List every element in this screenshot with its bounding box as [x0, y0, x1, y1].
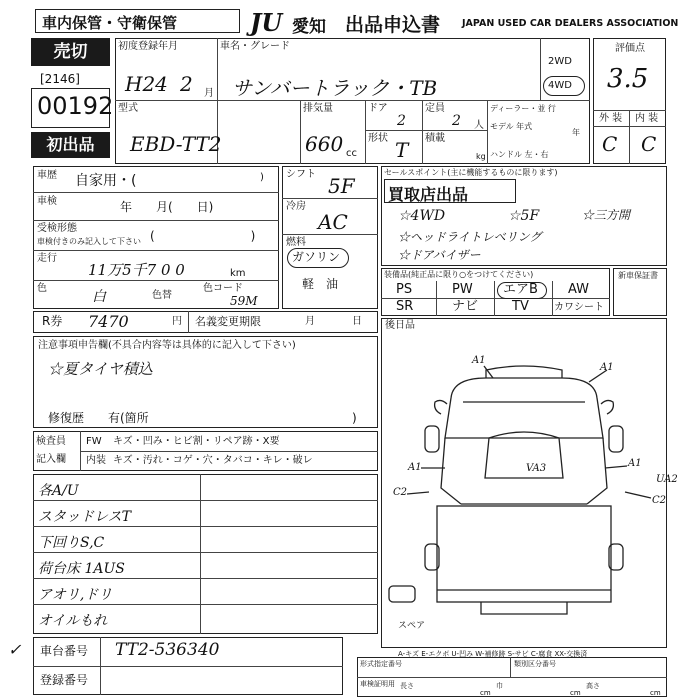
inspection-date: 年 月( 日) [120, 200, 214, 214]
damage-legend: A-キズ E-エクボ U-凹み W-補修跡 S-サビ C-腐食 XX-交換済 [398, 650, 588, 658]
exterior-label: 外 装 [599, 113, 623, 124]
mark-a1-left-door: A1 [408, 462, 422, 473]
shape-label: 形状 [368, 133, 388, 144]
name-change-day: 日 [352, 316, 362, 327]
ju-logo: JU [250, 8, 283, 37]
mark-c2-left: C2 [393, 487, 408, 498]
lot-number: 00192 [37, 92, 114, 120]
score-label: 評価点 [615, 43, 645, 54]
yen-label: 円 [172, 316, 182, 327]
code-label: [2146] [40, 72, 80, 86]
car-diagram [381, 318, 667, 648]
equip-aw: AW [568, 282, 590, 297]
name-change-month: 月 [305, 316, 315, 327]
interior-grade: C [641, 132, 657, 156]
mark-a1-front-right: A1 [600, 362, 614, 373]
notes-title: 注意事項申告欄(不具合内容等は具体的に記入して下さい) [38, 340, 296, 351]
model-type: EBD-TT2 [130, 132, 222, 156]
interior-items: キズ・汚れ・コゲ・穴・タバコ・キレ・破レ [113, 455, 313, 466]
two-wd-label: 2WD [548, 56, 572, 67]
cm-3: cm [650, 689, 661, 697]
mileage-label: 走行 [37, 253, 57, 264]
inspection-label: 車検 [37, 196, 57, 207]
sales-point-label: セールスポイント(主に機能するものに限ります) [384, 168, 558, 177]
recycle-value: 7470 [88, 312, 129, 331]
note-summer-tire: ☆夏タイヤ積込 [48, 360, 153, 378]
interior-label: 内 装 [635, 113, 659, 124]
first-reg-label: 初度登録年月 [118, 41, 178, 52]
doc-title: 出品申込書 [345, 14, 441, 36]
check-mark: ✓ [8, 640, 22, 659]
shape-value: T [395, 138, 409, 162]
chassis-label: 車台番号 [40, 644, 89, 658]
height-label: 高さ [586, 682, 600, 690]
inspector-label: 検査員 [36, 436, 66, 447]
equip-leather: カワシート [554, 302, 604, 313]
equip-sr: SR [396, 299, 414, 314]
displacement-label: 排気量 [303, 103, 333, 114]
four-wd-label: 4WD [548, 80, 572, 91]
plate-label: 登録番号 [40, 673, 89, 687]
shift-value: 5F [328, 174, 355, 198]
color-value: 白 [92, 289, 106, 305]
reg-type-label: 受検形態 [37, 223, 77, 234]
capacity-value: 2 [452, 113, 461, 129]
displacement-value: 660 [305, 132, 344, 156]
model-grade-label: 車名・グレード [220, 41, 290, 52]
handle-label: ハンドル 左・右 [490, 150, 549, 159]
buy-shop-label: 買取店出品 [388, 185, 469, 204]
english-title: JAPAN USED CAR DEALERS ASSOCIATION [462, 18, 679, 29]
sp-5f: ☆5F [508, 208, 540, 224]
cc-label: cc [346, 148, 357, 159]
kg-label: kg [476, 152, 486, 161]
mark-a1-front-left: A1 [472, 355, 486, 366]
length-label: 長さ [400, 682, 414, 690]
score-value: 3.5 [607, 64, 649, 94]
exterior-grade: C [602, 132, 618, 156]
color-change-label: 色替 [152, 290, 172, 301]
type-label: 型式 [118, 103, 138, 114]
mark-ua2-right: UA2 [656, 474, 678, 485]
issue-2: スタッドレスT [38, 509, 131, 525]
mark-va3-roof: VA3 [526, 463, 547, 474]
sp-visor: ☆ドアバイザー [398, 248, 481, 262]
fw-items: キズ・凹み・ヒビ割・リペア跡・X要 [113, 436, 280, 447]
equipment-label: 装備品(純正品に限り○をつけてください) [384, 270, 534, 279]
equip-navi: ナビ [452, 299, 479, 314]
mark-c2-right: C2 [652, 495, 667, 506]
name-change-label: 名義変更期限 [195, 315, 261, 328]
equip-airbag: エアB [503, 282, 538, 297]
first-listing-tag: 初出品 [31, 132, 110, 158]
km-label: km [230, 268, 246, 279]
model-year-label: モデル 年式 [490, 122, 533, 131]
owner-notes-label: 車検証明用 [360, 680, 395, 688]
usage-value: 自家用・( [75, 173, 137, 189]
fw-label: FW [86, 436, 102, 447]
fuel-label: 燃料 [286, 237, 306, 248]
mark-a1-right-door: A1 [628, 458, 642, 469]
issue-1: 各A/U [38, 483, 79, 499]
color-code-label: 色コード [203, 283, 243, 294]
usage-close: ) [260, 172, 264, 183]
reg-month: 2 [180, 72, 193, 96]
color-label: 色 [37, 283, 47, 294]
usage-label: 車歴 [37, 170, 57, 181]
doors-label: ドア [368, 103, 388, 114]
equip-ps: PS [396, 282, 413, 297]
repair-history-label: 修復歴 有(箇所 [48, 411, 149, 425]
after-inspection-label: 後日品 [385, 320, 415, 331]
model-name: サンバートラック・TB [232, 76, 438, 100]
recycle-label: R券 [42, 314, 63, 328]
new-cert-label: 新車保証書 [618, 271, 658, 280]
width-label: 巾 [496, 682, 503, 690]
dealer-label: ディーラー・並 行 [490, 104, 556, 113]
org-name: 愛知 [292, 17, 326, 37]
issue-6: オイルもれ [38, 613, 108, 629]
issue-3: 下回りS,C [38, 535, 105, 551]
shift-label: シフト [286, 169, 316, 180]
interior-row-label: 内装 [86, 455, 106, 466]
diesel-label: 軽 油 [302, 277, 339, 291]
sp-4wd: ☆4WD [398, 208, 446, 224]
form-cert-label: 形式指定番号 [360, 660, 402, 668]
color-code-value: 59M [230, 294, 258, 308]
aircon-value: AC [318, 210, 348, 234]
aircon-label: 冷房 [286, 201, 306, 212]
storage-label: 車内保管・守衛保管 [42, 14, 178, 32]
issue-4: 荷台床 1AUS [38, 561, 125, 577]
doors-value: 2 [397, 113, 406, 129]
cm-1: cm [480, 689, 491, 697]
capacity-label: 定員 [425, 103, 445, 114]
equip-tv: TV [512, 299, 529, 314]
sp-headlight: ☆ヘッドライトレベリング [398, 230, 542, 244]
cm-2: cm [570, 689, 581, 697]
class-cert-label: 類別区分番号 [514, 660, 556, 668]
reg-month-unit: 月 [204, 88, 214, 99]
reg-note: 車検付きのみ記入して下さい [37, 237, 141, 246]
sp-three-side: ☆三方開 [582, 208, 631, 222]
entry-col-label: 記入欄 [36, 454, 66, 465]
fuel-value: ガソリン [292, 250, 341, 264]
sold-tag: 売切 [31, 38, 110, 66]
year-unit: 年 [572, 128, 580, 137]
mileage-value: 11万5千7 0 0 [88, 261, 185, 279]
reg-year: H24 [125, 72, 168, 96]
issue-5: アオリ,ドリ [38, 587, 113, 603]
person-unit: 人 [474, 120, 484, 131]
chassis-value: TT2-536340 [115, 640, 220, 660]
spare-label: スペア [398, 621, 426, 631]
equip-pw: PW [452, 282, 473, 297]
load-label: 積載 [425, 133, 445, 144]
